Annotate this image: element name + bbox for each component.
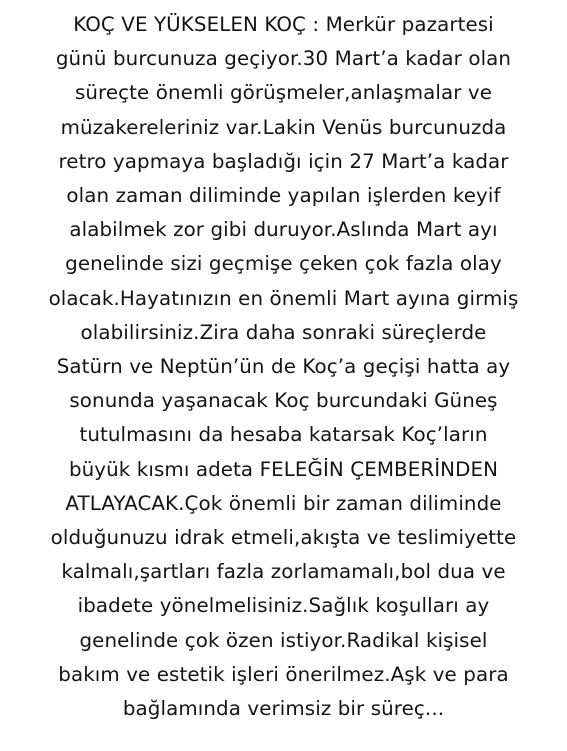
text-line: günü burcunuza geçiyor.30 Mart’a kadar olan: [55, 47, 512, 71]
text-line: olacak.Hayatınızın en önemli Mart ayına girmiş: [48, 286, 519, 310]
horoscope-text-block: [0, 8, 567, 726]
text-line: olabilirsiniz.Zira daha sonraki süreçlerde: [80, 320, 487, 344]
text-line: sonunda yaşanacak Koç burcundaki Güneş: [69, 389, 498, 413]
text-line: bağlamında verimsiz bir süreç...: [122, 697, 445, 721]
text-line: KOÇ VE YÜKSELEN KOÇ : Merkür pazartesi: [73, 13, 494, 36]
text-line: genelinde çok özen istiyor.Radikal kişisel: [79, 628, 488, 652]
text-line: müzakereleriniz var.Lakin Venüs burcunuzda: [60, 115, 507, 139]
text-line: olan zaman diliminde yapılan işlerden keyif: [66, 184, 501, 208]
text-line: genelinde sizi geçmişe çeken çok fazla olay: [65, 252, 502, 276]
text-line: Satürn ve Neptün’ün de Koç’a geçişi hatta ay: [56, 355, 511, 379]
text-line: tutulmasını da hesaba katarsak Koç’ların: [79, 423, 488, 447]
text-line: olduğunuzu idrak etmeli,akışta ve teslimiyette: [50, 526, 517, 550]
text-line: bakım ve estetik işleri önerilmez.Aşk ve para: [58, 662, 509, 686]
text-line: süreçte önemli görüşmeler,anlaşmalar ve: [74, 81, 493, 105]
text-line: ATLAYACAK.Çok önemli bir zaman diliminde: [65, 491, 502, 515]
text-line: retro yapmaya başladığı için 27 Mart’a kadar: [58, 149, 509, 173]
text-line: kalmalı,şartları fazla zorlamamalı,bol dua ve: [61, 560, 506, 584]
text-line: büyük kısmı adeta FELEĞİN ÇEMBERİNDEN: [68, 457, 499, 481]
text-line: ibadete yönelmelisiniz.Sağlık koşulları ay: [77, 594, 490, 618]
text-line: alabilmek zor gibi duruyor.Aslında Mart ayı: [69, 218, 498, 242]
